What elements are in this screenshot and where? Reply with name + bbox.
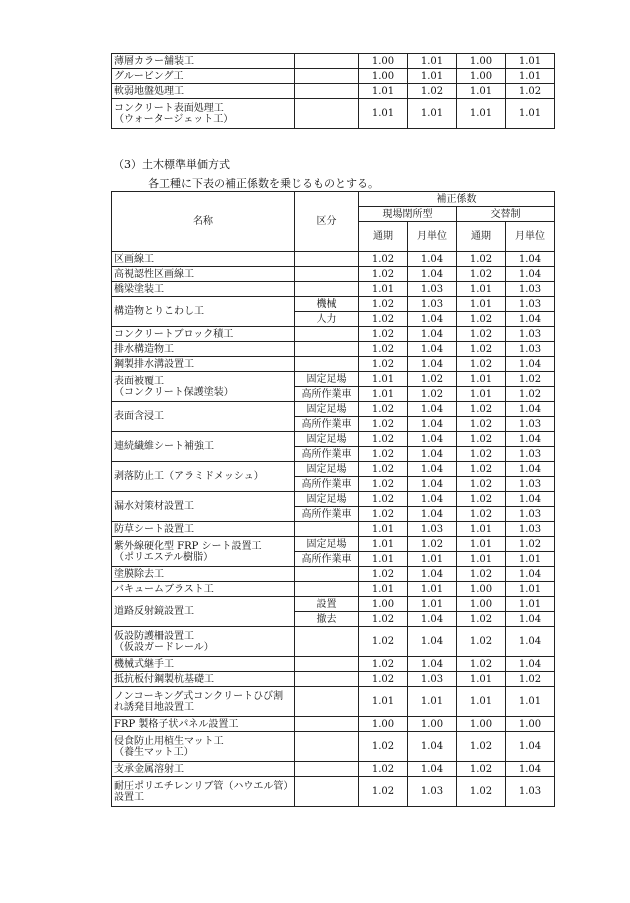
coefficient-value: 1.00 <box>457 54 506 69</box>
coefficient-value: 1.00 <box>457 69 506 84</box>
section-intro: 各工種に下表の補正係数を乗じるものとする。 <box>148 177 379 190</box>
coefficient-value: 1.02 <box>457 762 506 777</box>
coefficient-value: 1.02 <box>457 507 506 522</box>
coefficient-value: 1.02 <box>359 402 408 417</box>
row-category <box>295 54 359 69</box>
coefficient-value: 1.04 <box>408 357 457 372</box>
table-row <box>112 372 555 387</box>
coefficient-value: 1.04 <box>408 657 457 672</box>
coefficient-value: 1.02 <box>359 312 408 327</box>
coefficient-value: 1.02 <box>359 567 408 582</box>
table-row <box>112 672 555 687</box>
row-name: 高視認性区画線工 <box>112 267 295 282</box>
coefficient-value: 1.00 <box>359 597 408 612</box>
coefficient-value: 1.01 <box>408 687 457 717</box>
table-row <box>112 597 555 612</box>
coefficient-value: 1.02 <box>457 312 506 327</box>
row-name: 鋼製排水溝設置工 <box>112 357 295 372</box>
coefficient-value: 1.00 <box>359 54 408 69</box>
coefficient-value: 1.02 <box>359 462 408 477</box>
coefficient-value: 1.01 <box>408 54 457 69</box>
coefficient-value: 1.01 <box>506 69 555 84</box>
table-row <box>112 297 555 312</box>
row-name: FRP 製格子状パネル設置工 <box>112 717 295 732</box>
coefficient-value: 1.03 <box>506 297 555 312</box>
coefficient-value: 1.02 <box>359 357 408 372</box>
coefficient-value: 1.04 <box>408 432 457 447</box>
coefficient-value: 1.02 <box>408 372 457 387</box>
coefficient-value: 1.03 <box>506 447 555 462</box>
coefficient-value: 1.04 <box>408 627 457 657</box>
row-name: 抵抗板付鋼製杭基礎工 <box>112 672 295 687</box>
coefficient-value: 1.03 <box>408 297 457 312</box>
coefficient-value: 1.03 <box>506 507 555 522</box>
row-name: ノンコーキング式コンクリートひび割れ誘発目地設置工 <box>112 687 295 717</box>
table-row <box>112 69 555 84</box>
row-category <box>295 522 359 537</box>
table-row <box>112 342 555 357</box>
coefficient-value: 1.01 <box>457 522 506 537</box>
table-row <box>112 282 555 297</box>
coefficient-value: 1.01 <box>359 282 408 297</box>
coefficient-value: 1.04 <box>408 732 457 762</box>
coefficient-value: 1.02 <box>359 777 408 807</box>
coefficient-value: 1.04 <box>506 627 555 657</box>
coefficient-value: 1.02 <box>457 252 506 267</box>
coefficient-value: 1.01 <box>457 537 506 552</box>
coefficient-value: 1.04 <box>408 567 457 582</box>
row-category: 高所作業車 <box>295 417 359 432</box>
row-category: 固定足場 <box>295 462 359 477</box>
coefficient-value: 1.01 <box>457 84 506 99</box>
row-name: 軟弱地盤処理工 <box>112 84 295 99</box>
row-category: 高所作業車 <box>295 507 359 522</box>
table-row <box>112 492 555 507</box>
row-category: 機械 <box>295 297 359 312</box>
coefficient-value: 1.02 <box>359 267 408 282</box>
coefficient-value: 1.02 <box>457 267 506 282</box>
table-row <box>112 54 555 69</box>
coefficient-value: 1.01 <box>408 597 457 612</box>
coefficient-value: 1.03 <box>506 342 555 357</box>
row-name: 耐圧ポリエチレンリブ管（ハウエル管）設置工 <box>112 777 295 807</box>
row-name: 侵食防止用植生マット工 （養生マット工） <box>112 732 295 762</box>
table-row <box>112 84 555 99</box>
coefficient-value: 1.01 <box>457 372 506 387</box>
row-category: 撤去 <box>295 612 359 627</box>
coefficient-value: 1.04 <box>408 492 457 507</box>
coefficient-value: 1.01 <box>457 282 506 297</box>
coefficient-value: 1.01 <box>359 99 408 129</box>
coefficient-value: 1.02 <box>457 627 506 657</box>
coefficient-value: 1.02 <box>408 387 457 402</box>
coefficient-value: 1.02 <box>457 357 506 372</box>
row-name: 区画線工 <box>112 252 295 267</box>
table-row <box>112 657 555 672</box>
coefficient-value: 1.01 <box>457 552 506 567</box>
coefficient-value: 1.04 <box>506 732 555 762</box>
coefficient-value: 1.02 <box>408 537 457 552</box>
row-category <box>295 99 359 129</box>
coefficient-value: 1.01 <box>408 552 457 567</box>
coefficient-value: 1.02 <box>457 492 506 507</box>
coefficient-value: 1.04 <box>506 612 555 627</box>
row-name: 機械式継手工 <box>112 657 295 672</box>
coefficient-value: 1.03 <box>408 777 457 807</box>
coefficient-value: 1.02 <box>457 612 506 627</box>
coefficient-value: 1.01 <box>457 99 506 129</box>
coefficient-value: 1.02 <box>457 657 506 672</box>
coefficient-value: 1.04 <box>506 492 555 507</box>
coefficient-value: 1.02 <box>359 732 408 762</box>
header-site-closed: 現場閉所型 <box>359 207 457 222</box>
coefficient-value: 1.02 <box>457 417 506 432</box>
top-coefficient-table <box>111 53 555 129</box>
row-name: コンクリートブロック積工 <box>112 327 295 342</box>
header-regular: 通期 <box>359 222 408 252</box>
row-category <box>295 84 359 99</box>
row-category: 固定足場 <box>295 402 359 417</box>
coefficient-value: 1.02 <box>457 327 506 342</box>
header-name: 名称 <box>112 192 295 252</box>
coefficient-value: 1.02 <box>506 672 555 687</box>
header-category: 区分 <box>295 192 359 252</box>
header-monthly: 月単位 <box>408 222 457 252</box>
coefficient-value: 1.04 <box>408 477 457 492</box>
row-name: 仮設防護柵設置工 （仮設ガードレール） <box>112 627 295 657</box>
coefficient-value: 1.02 <box>359 447 408 462</box>
coefficient-value: 1.01 <box>359 372 408 387</box>
coefficient-value: 1.02 <box>506 537 555 552</box>
coefficient-value: 1.02 <box>457 342 506 357</box>
row-category <box>295 732 359 762</box>
coefficient-value: 1.00 <box>506 717 555 732</box>
coefficient-value: 1.02 <box>359 657 408 672</box>
coefficient-value: 1.01 <box>359 552 408 567</box>
coefficient-value: 1.02 <box>359 342 408 357</box>
table-row <box>112 627 555 657</box>
coefficient-value: 1.01 <box>506 54 555 69</box>
coefficient-value: 1.01 <box>457 672 506 687</box>
coefficient-value: 1.01 <box>359 522 408 537</box>
coefficient-value: 1.00 <box>457 717 506 732</box>
coefficient-value: 1.04 <box>408 327 457 342</box>
row-category: 設置 <box>295 597 359 612</box>
coefficient-value: 1.02 <box>506 387 555 402</box>
row-category <box>295 582 359 597</box>
coefficient-value: 1.03 <box>506 777 555 807</box>
row-name: 道路反射鏡設置工 <box>112 597 295 627</box>
row-name: バキュームブラスト工 <box>112 582 295 597</box>
coefficient-value: 1.02 <box>359 252 408 267</box>
table-row <box>112 522 555 537</box>
coefficient-value: 1.00 <box>359 69 408 84</box>
coefficient-value: 1.04 <box>408 462 457 477</box>
coefficient-value: 1.02 <box>506 372 555 387</box>
coefficient-value: 1.04 <box>506 657 555 672</box>
header-regular: 通期 <box>457 222 506 252</box>
coefficient-value: 1.01 <box>359 387 408 402</box>
coefficient-value: 1.02 <box>457 567 506 582</box>
coefficient-value: 1.04 <box>506 567 555 582</box>
coefficient-value: 1.01 <box>506 597 555 612</box>
coefficient-value: 1.02 <box>359 507 408 522</box>
table-row <box>112 402 555 417</box>
row-category <box>295 672 359 687</box>
coefficient-value: 1.02 <box>506 84 555 99</box>
row-name: 漏水対策材設置工 <box>112 492 295 522</box>
coefficient-value: 1.03 <box>506 477 555 492</box>
row-category: 固定足場 <box>295 537 359 552</box>
coefficient-value: 1.02 <box>457 432 506 447</box>
coefficient-value: 1.04 <box>506 252 555 267</box>
coefficient-value: 1.01 <box>506 582 555 597</box>
main-coefficient-table <box>111 191 555 807</box>
coefficient-value: 1.04 <box>408 267 457 282</box>
coefficient-value: 1.04 <box>506 462 555 477</box>
row-category <box>295 627 359 657</box>
row-name: コンクリート表面処理工 （ウォータージェット工） <box>112 99 295 129</box>
coefficient-value: 1.01 <box>506 99 555 129</box>
row-category <box>295 717 359 732</box>
row-category <box>295 687 359 717</box>
section-heading: （3）土木標準単価方式 <box>113 158 230 171</box>
coefficient-value: 1.04 <box>408 762 457 777</box>
row-category <box>295 357 359 372</box>
coefficient-value: 1.04 <box>506 267 555 282</box>
coefficient-value: 1.01 <box>457 687 506 717</box>
row-category <box>295 327 359 342</box>
table-row <box>112 762 555 777</box>
coefficient-value: 1.01 <box>506 687 555 717</box>
coefficient-value: 1.01 <box>506 552 555 567</box>
row-category: 高所作業車 <box>295 552 359 567</box>
row-category <box>295 252 359 267</box>
coefficient-value: 1.04 <box>408 342 457 357</box>
coefficient-value: 1.01 <box>359 84 408 99</box>
coefficient-value: 1.00 <box>457 582 506 597</box>
row-name: 紫外線硬化型 FRP シート設置工 （ポリエステル樹脂） <box>112 537 295 567</box>
coefficient-value: 1.01 <box>457 387 506 402</box>
row-name: 剥落防止工（アラミドメッシュ） <box>112 462 295 492</box>
table-row <box>112 732 555 762</box>
coefficient-value: 1.02 <box>457 402 506 417</box>
coefficient-value: 1.03 <box>506 327 555 342</box>
row-name: 支承金属溶射工 <box>112 762 295 777</box>
coefficient-value: 1.04 <box>506 402 555 417</box>
coefficient-value: 1.03 <box>408 522 457 537</box>
table-row <box>112 537 555 552</box>
row-name: 塗膜除去工 <box>112 567 295 582</box>
row-name: 薄層カラー舗装工 <box>112 54 295 69</box>
coefficient-value: 1.01 <box>457 297 506 312</box>
row-name: グルービング工 <box>112 69 295 84</box>
row-category: 高所作業車 <box>295 477 359 492</box>
coefficient-value: 1.02 <box>359 627 408 657</box>
table-row <box>112 567 555 582</box>
coefficient-value: 1.04 <box>408 252 457 267</box>
coefficient-value: 1.02 <box>359 417 408 432</box>
coefficient-value: 1.01 <box>359 582 408 597</box>
table-row <box>112 432 555 447</box>
coefficient-value: 1.03 <box>506 522 555 537</box>
row-category: 高所作業車 <box>295 387 359 402</box>
coefficient-value: 1.02 <box>408 84 457 99</box>
row-name: 表面含浸工 <box>112 402 295 432</box>
table-row <box>112 687 555 717</box>
coefficient-value: 1.00 <box>359 717 408 732</box>
coefficient-value: 1.04 <box>408 507 457 522</box>
coefficient-value: 1.01 <box>408 582 457 597</box>
coefficient-value: 1.02 <box>457 477 506 492</box>
row-category <box>295 657 359 672</box>
header-shift: 交替制 <box>457 207 555 222</box>
row-category <box>295 762 359 777</box>
coefficient-value: 1.01 <box>408 99 457 129</box>
row-name: 排水構造物工 <box>112 342 295 357</box>
coefficient-value: 1.01 <box>359 687 408 717</box>
coefficient-value: 1.04 <box>408 402 457 417</box>
coefficient-value: 1.01 <box>408 69 457 84</box>
row-category <box>295 69 359 84</box>
coefficient-value: 1.02 <box>359 432 408 447</box>
coefficient-value: 1.00 <box>457 597 506 612</box>
row-category <box>295 567 359 582</box>
coefficient-value: 1.04 <box>408 612 457 627</box>
coefficient-value: 1.02 <box>457 732 506 762</box>
table-row <box>112 582 555 597</box>
table-row <box>112 717 555 732</box>
row-name: 橋梁塗装工 <box>112 282 295 297</box>
row-category: 固定足場 <box>295 492 359 507</box>
coefficient-value: 1.04 <box>408 417 457 432</box>
table-row <box>112 327 555 342</box>
coefficient-value: 1.04 <box>408 447 457 462</box>
coefficient-value: 1.01 <box>359 537 408 552</box>
header-monthly: 月単位 <box>506 222 555 252</box>
header-coefficient: 補正係数 <box>359 192 555 207</box>
coefficient-value: 1.04 <box>506 357 555 372</box>
row-category <box>295 282 359 297</box>
coefficient-value: 1.02 <box>359 477 408 492</box>
coefficient-value: 1.02 <box>359 612 408 627</box>
coefficient-value: 1.04 <box>506 312 555 327</box>
row-category <box>295 267 359 282</box>
coefficient-value: 1.03 <box>408 672 457 687</box>
row-category <box>295 342 359 357</box>
coefficient-value: 1.04 <box>408 312 457 327</box>
coefficient-value: 1.03 <box>408 282 457 297</box>
coefficient-value: 1.02 <box>457 447 506 462</box>
coefficient-value: 1.02 <box>359 492 408 507</box>
coefficient-value: 1.03 <box>506 282 555 297</box>
table-row <box>112 99 555 129</box>
coefficient-value: 1.02 <box>359 297 408 312</box>
row-name: 表面被覆工 （コンクリート保護塗装） <box>112 372 295 402</box>
row-category: 固定足場 <box>295 432 359 447</box>
row-name: 防草シート設置工 <box>112 522 295 537</box>
row-category: 高所作業車 <box>295 447 359 462</box>
row-category <box>295 777 359 807</box>
coefficient-value: 1.00 <box>408 717 457 732</box>
coefficient-value: 1.04 <box>506 432 555 447</box>
table-row <box>112 267 555 282</box>
row-name: 連続繊維シート補強工 <box>112 432 295 462</box>
row-category: 固定足場 <box>295 372 359 387</box>
table-row <box>112 462 555 477</box>
table-row <box>112 357 555 372</box>
coefficient-value: 1.02 <box>359 672 408 687</box>
table-row <box>112 252 555 267</box>
coefficient-value: 1.02 <box>359 762 408 777</box>
coefficient-value: 1.02 <box>457 777 506 807</box>
row-name: 構造物とりこわし工 <box>112 297 295 327</box>
coefficient-value: 1.03 <box>506 417 555 432</box>
row-category: 人力 <box>295 312 359 327</box>
coefficient-value: 1.04 <box>506 762 555 777</box>
table-row <box>112 777 555 807</box>
coefficient-value: 1.02 <box>359 327 408 342</box>
coefficient-value: 1.02 <box>457 462 506 477</box>
